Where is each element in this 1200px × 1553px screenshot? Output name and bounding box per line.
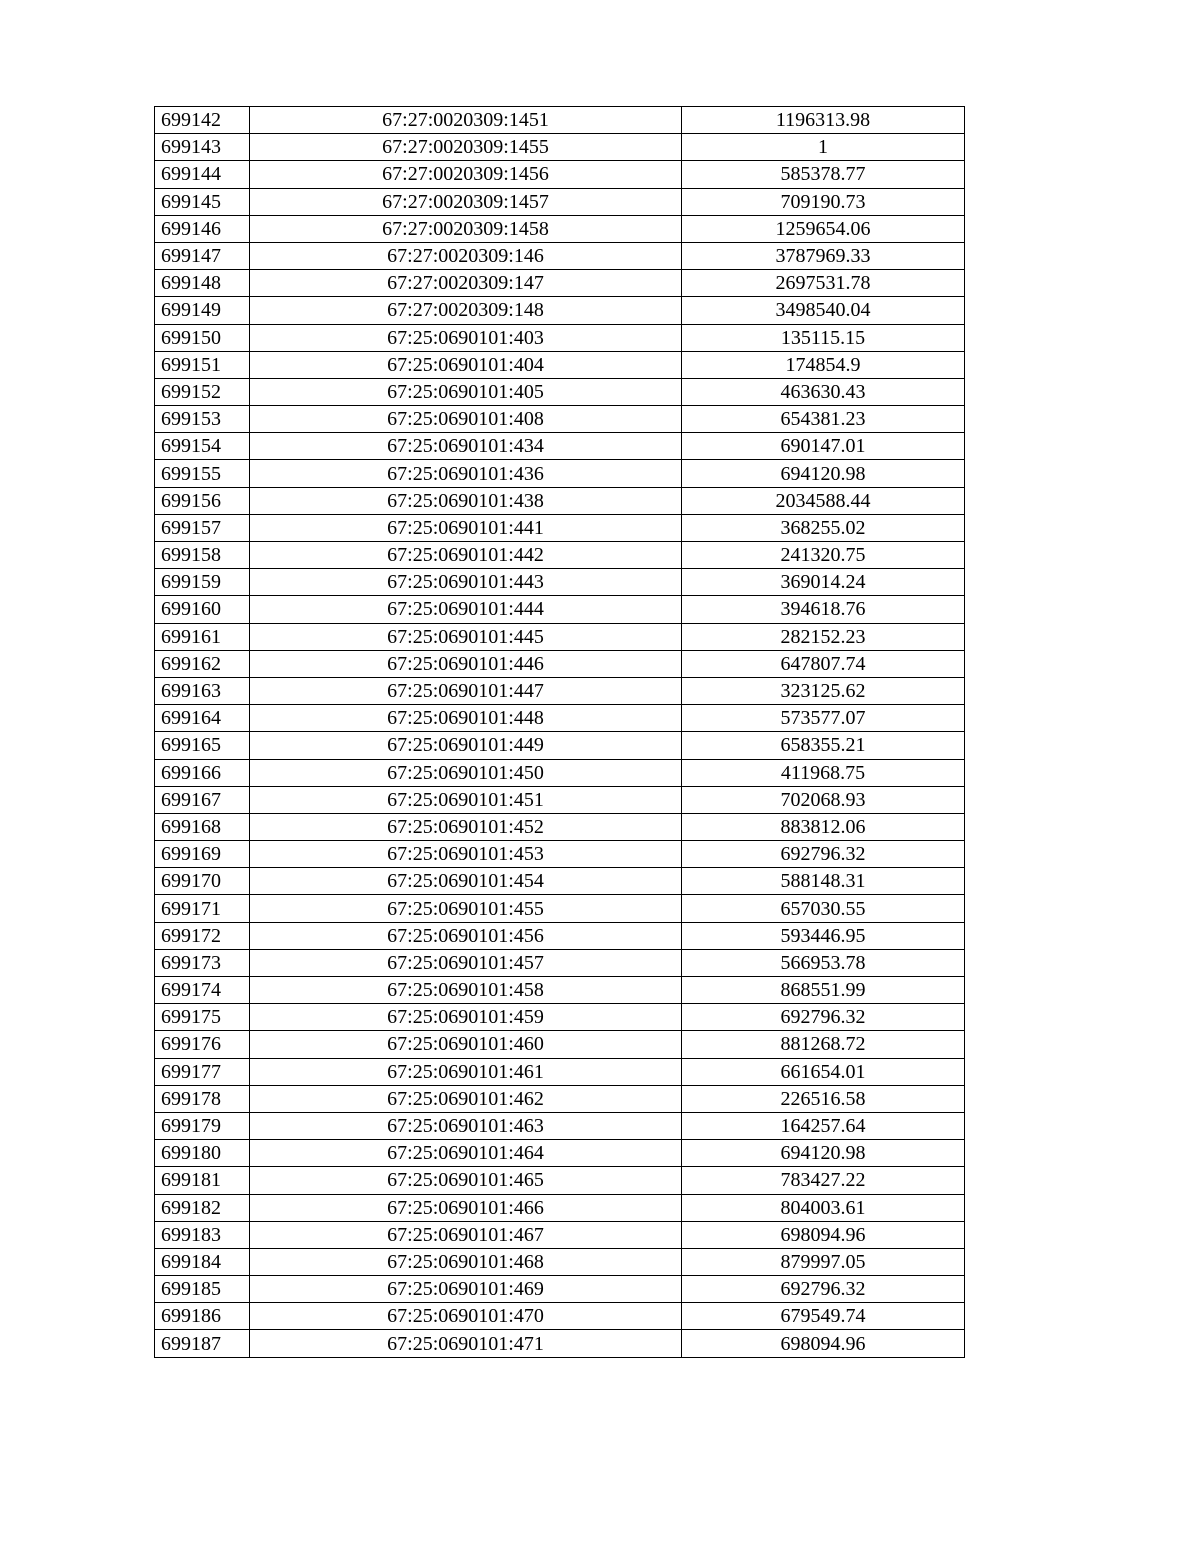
cadastral-number-cell: 67:25:0690101:467 <box>250 1221 682 1248</box>
row-id-cell: 699149 <box>155 297 250 324</box>
table-row <box>155 378 965 405</box>
table-row <box>155 677 965 704</box>
table-row <box>155 1085 965 1112</box>
table-row <box>155 406 965 433</box>
row-id-cell: 699179 <box>155 1112 250 1139</box>
cadastral-number-cell: 67:27:0020309:147 <box>250 270 682 297</box>
cadastral-number-cell: 67:25:0690101:404 <box>250 351 682 378</box>
cadastral-number-cell: 67:27:0020309:148 <box>250 297 682 324</box>
cadastral-number-cell: 67:27:0020309:146 <box>250 242 682 269</box>
value-cell: 698094.96 <box>682 1330 965 1357</box>
row-id-cell: 699173 <box>155 949 250 976</box>
value-cell: 692796.32 <box>682 1276 965 1303</box>
value-cell: 3787969.33 <box>682 242 965 269</box>
row-id-cell: 699172 <box>155 922 250 949</box>
value-cell: 1259654.06 <box>682 215 965 242</box>
table-row <box>155 1140 965 1167</box>
row-id-cell: 699171 <box>155 895 250 922</box>
table-row <box>155 107 965 134</box>
value-cell: 698094.96 <box>682 1221 965 1248</box>
row-id-cell: 699150 <box>155 324 250 351</box>
cadastral-number-cell: 67:25:0690101:465 <box>250 1167 682 1194</box>
table-row <box>155 623 965 650</box>
row-id-cell: 699166 <box>155 759 250 786</box>
cadastral-number-cell: 67:25:0690101:458 <box>250 977 682 1004</box>
table-row <box>155 977 965 1004</box>
table-row <box>155 1167 965 1194</box>
table-row <box>155 1031 965 1058</box>
table-row <box>155 1221 965 1248</box>
cadastral-number-cell: 67:27:0020309:1455 <box>250 134 682 161</box>
row-id-cell: 699155 <box>155 460 250 487</box>
row-id-cell: 699176 <box>155 1031 250 1058</box>
cadastral-number-cell: 67:25:0690101:455 <box>250 895 682 922</box>
table-row <box>155 922 965 949</box>
row-id-cell: 699157 <box>155 514 250 541</box>
value-cell: 174854.9 <box>682 351 965 378</box>
cadastral-value-table <box>154 106 965 1358</box>
table-row <box>155 569 965 596</box>
value-cell: 647807.74 <box>682 650 965 677</box>
table-row <box>155 705 965 732</box>
table-row <box>155 1248 965 1275</box>
table-row <box>155 1303 965 1330</box>
cadastral-number-cell: 67:27:0020309:1456 <box>250 161 682 188</box>
cadastral-number-cell: 67:27:0020309:1457 <box>250 188 682 215</box>
row-id-cell: 699154 <box>155 433 250 460</box>
value-cell: 694120.98 <box>682 460 965 487</box>
table-row <box>155 161 965 188</box>
value-cell: 709190.73 <box>682 188 965 215</box>
cadastral-number-cell: 67:25:0690101:469 <box>250 1276 682 1303</box>
row-id-cell: 699184 <box>155 1248 250 1275</box>
row-id-cell: 699187 <box>155 1330 250 1357</box>
cadastral-number-cell: 67:25:0690101:447 <box>250 677 682 704</box>
value-cell: 241320.75 <box>682 542 965 569</box>
table-row <box>155 324 965 351</box>
table-row <box>155 433 965 460</box>
cadastral-number-cell: 67:25:0690101:468 <box>250 1248 682 1275</box>
row-id-cell: 699144 <box>155 161 250 188</box>
row-id-cell: 699163 <box>155 677 250 704</box>
cadastral-number-cell: 67:25:0690101:434 <box>250 433 682 460</box>
row-id-cell: 699183 <box>155 1221 250 1248</box>
cadastral-number-cell: 67:25:0690101:446 <box>250 650 682 677</box>
row-id-cell: 699165 <box>155 732 250 759</box>
value-cell: 369014.24 <box>682 569 965 596</box>
row-id-cell: 699147 <box>155 242 250 269</box>
cadastral-number-cell: 67:25:0690101:450 <box>250 759 682 786</box>
table-row <box>155 215 965 242</box>
cadastral-number-cell: 67:25:0690101:451 <box>250 786 682 813</box>
table-row <box>155 514 965 541</box>
table-row <box>155 1194 965 1221</box>
value-cell: 1196313.98 <box>682 107 965 134</box>
cadastral-number-cell: 67:25:0690101:454 <box>250 868 682 895</box>
value-cell: 164257.64 <box>682 1112 965 1139</box>
row-id-cell: 699142 <box>155 107 250 134</box>
value-cell: 658355.21 <box>682 732 965 759</box>
table-row <box>155 895 965 922</box>
value-cell: 226516.58 <box>682 1085 965 1112</box>
value-cell: 588148.31 <box>682 868 965 895</box>
cadastral-number-cell: 67:25:0690101:460 <box>250 1031 682 1058</box>
table-row <box>155 1004 965 1031</box>
value-cell: 657030.55 <box>682 895 965 922</box>
value-cell: 868551.99 <box>682 977 965 1004</box>
row-id-cell: 699161 <box>155 623 250 650</box>
table-row <box>155 487 965 514</box>
table-row <box>155 813 965 840</box>
value-cell: 1 <box>682 134 965 161</box>
row-id-cell: 699164 <box>155 705 250 732</box>
row-id-cell: 699148 <box>155 270 250 297</box>
row-id-cell: 699145 <box>155 188 250 215</box>
table-row <box>155 596 965 623</box>
cadastral-number-cell: 67:25:0690101:466 <box>250 1194 682 1221</box>
cadastral-number-cell: 67:25:0690101:462 <box>250 1085 682 1112</box>
table-row <box>155 868 965 895</box>
value-cell: 692796.32 <box>682 841 965 868</box>
cadastral-number-cell: 67:25:0690101:408 <box>250 406 682 433</box>
value-cell: 3498540.04 <box>682 297 965 324</box>
value-cell: 679549.74 <box>682 1303 965 1330</box>
cadastral-number-cell: 67:27:0020309:1458 <box>250 215 682 242</box>
table-row <box>155 650 965 677</box>
row-id-cell: 699180 <box>155 1140 250 1167</box>
value-cell: 2697531.78 <box>682 270 965 297</box>
table-row <box>155 134 965 161</box>
row-id-cell: 699162 <box>155 650 250 677</box>
table-row <box>155 1276 965 1303</box>
table-row <box>155 786 965 813</box>
cadastral-number-cell: 67:25:0690101:449 <box>250 732 682 759</box>
table-row <box>155 188 965 215</box>
value-cell: 804003.61 <box>682 1194 965 1221</box>
value-cell: 883812.06 <box>682 813 965 840</box>
cadastral-number-cell: 67:25:0690101:405 <box>250 378 682 405</box>
table-row <box>155 297 965 324</box>
cadastral-number-cell: 67:25:0690101:457 <box>250 949 682 976</box>
value-cell: 282152.23 <box>682 623 965 650</box>
value-cell: 783427.22 <box>682 1167 965 1194</box>
value-cell: 323125.62 <box>682 677 965 704</box>
cadastral-number-cell: 67:25:0690101:459 <box>250 1004 682 1031</box>
value-cell: 135115.15 <box>682 324 965 351</box>
cadastral-number-cell: 67:25:0690101:470 <box>250 1303 682 1330</box>
row-id-cell: 699159 <box>155 569 250 596</box>
cadastral-number-cell: 67:25:0690101:464 <box>250 1140 682 1167</box>
value-cell: 368255.02 <box>682 514 965 541</box>
row-id-cell: 699151 <box>155 351 250 378</box>
row-id-cell: 699174 <box>155 977 250 1004</box>
value-cell: 694120.98 <box>682 1140 965 1167</box>
cadastral-number-cell: 67:25:0690101:445 <box>250 623 682 650</box>
cadastral-number-cell: 67:25:0690101:442 <box>250 542 682 569</box>
value-cell: 692796.32 <box>682 1004 965 1031</box>
value-cell: 879997.05 <box>682 1248 965 1275</box>
row-id-cell: 699170 <box>155 868 250 895</box>
value-cell: 661654.01 <box>682 1058 965 1085</box>
value-cell: 654381.23 <box>682 406 965 433</box>
row-id-cell: 699158 <box>155 542 250 569</box>
row-id-cell: 699153 <box>155 406 250 433</box>
table-row <box>155 759 965 786</box>
cadastral-number-cell: 67:27:0020309:1451 <box>250 107 682 134</box>
value-cell: 690147.01 <box>682 433 965 460</box>
cadastral-number-cell: 67:25:0690101:471 <box>250 1330 682 1357</box>
row-id-cell: 699160 <box>155 596 250 623</box>
table-row <box>155 270 965 297</box>
row-id-cell: 699169 <box>155 841 250 868</box>
row-id-cell: 699152 <box>155 378 250 405</box>
cadastral-number-cell: 67:25:0690101:438 <box>250 487 682 514</box>
cadastral-number-cell: 67:25:0690101:453 <box>250 841 682 868</box>
row-id-cell: 699186 <box>155 1303 250 1330</box>
cadastral-number-cell: 67:25:0690101:441 <box>250 514 682 541</box>
table-row <box>155 460 965 487</box>
table-row <box>155 542 965 569</box>
cadastral-number-cell: 67:25:0690101:444 <box>250 596 682 623</box>
cadastral-number-cell: 67:25:0690101:461 <box>250 1058 682 1085</box>
row-id-cell: 699156 <box>155 487 250 514</box>
row-id-cell: 699143 <box>155 134 250 161</box>
cadastral-number-cell: 67:25:0690101:448 <box>250 705 682 732</box>
value-cell: 394618.76 <box>682 596 965 623</box>
table-row <box>155 351 965 378</box>
row-id-cell: 699175 <box>155 1004 250 1031</box>
value-cell: 463630.43 <box>682 378 965 405</box>
row-id-cell: 699146 <box>155 215 250 242</box>
row-id-cell: 699182 <box>155 1194 250 1221</box>
cadastral-number-cell: 67:25:0690101:403 <box>250 324 682 351</box>
cadastral-number-cell: 67:25:0690101:436 <box>250 460 682 487</box>
table-row <box>155 1112 965 1139</box>
value-cell: 585378.77 <box>682 161 965 188</box>
cadastral-number-cell: 67:25:0690101:463 <box>250 1112 682 1139</box>
cadastral-number-cell: 67:25:0690101:452 <box>250 813 682 840</box>
table-row <box>155 242 965 269</box>
table-row <box>155 1330 965 1357</box>
row-id-cell: 699178 <box>155 1085 250 1112</box>
value-cell: 881268.72 <box>682 1031 965 1058</box>
row-id-cell: 699167 <box>155 786 250 813</box>
value-cell: 702068.93 <box>682 786 965 813</box>
table-row <box>155 1058 965 1085</box>
row-id-cell: 699185 <box>155 1276 250 1303</box>
row-id-cell: 699181 <box>155 1167 250 1194</box>
table-body <box>155 107 965 1358</box>
row-id-cell: 699177 <box>155 1058 250 1085</box>
cadastral-number-cell: 67:25:0690101:443 <box>250 569 682 596</box>
row-id-cell: 699168 <box>155 813 250 840</box>
value-cell: 573577.07 <box>682 705 965 732</box>
value-cell: 593446.95 <box>682 922 965 949</box>
table-row <box>155 949 965 976</box>
table-row <box>155 841 965 868</box>
value-cell: 566953.78 <box>682 949 965 976</box>
table-row <box>155 732 965 759</box>
value-cell: 411968.75 <box>682 759 965 786</box>
value-cell: 2034588.44 <box>682 487 965 514</box>
cadastral-number-cell: 67:25:0690101:456 <box>250 922 682 949</box>
